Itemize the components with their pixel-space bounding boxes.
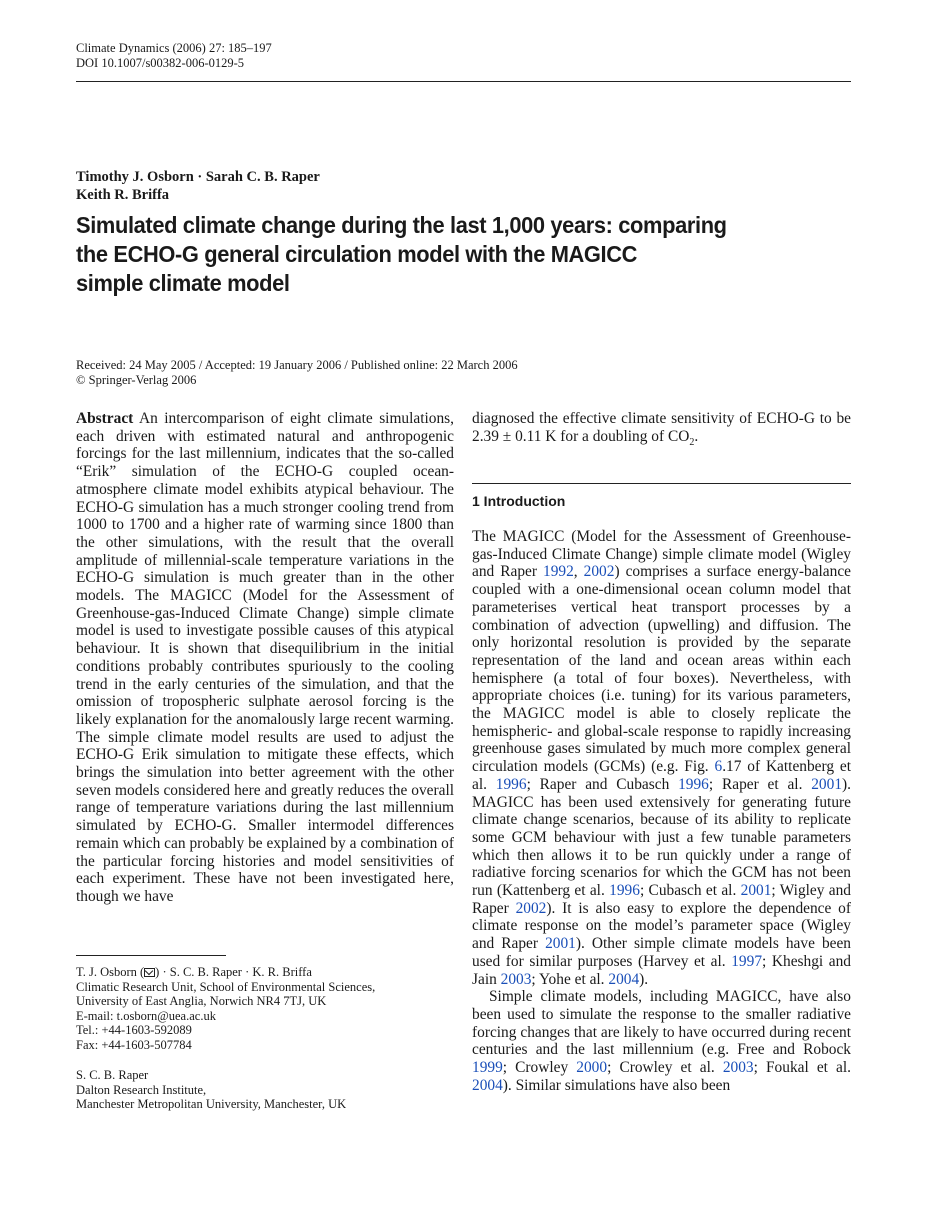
citation-link[interactable]: 1992	[543, 563, 574, 581]
citation-link[interactable]: 1996	[678, 775, 709, 793]
affil-line: Climatic Research Unit, School of Environmental Sciences,	[76, 979, 376, 994]
citation-link[interactable]: 2003	[722, 1059, 754, 1077]
abstract-block	[76, 410, 454, 906]
citation-link[interactable]: 1997	[731, 952, 763, 970]
text-run: ). Similar simulations have also been	[502, 1076, 731, 1094]
citation-link[interactable]: 2002	[583, 563, 615, 581]
abstract-end: .	[694, 427, 699, 445]
text-run: ; Wigley and Raper	[472, 882, 852, 917]
doi: DOI 10.1007/s00382-006-0129-5	[76, 56, 245, 70]
intro-paragraph-2	[472, 988, 851, 1094]
citation-link[interactable]: 1999	[472, 1059, 503, 1077]
abstract-continuation	[472, 410, 851, 451]
text-run: ). It is also easy to explore the dependence of climate response on the model’s parameter space (Wigley and Raper	[472, 899, 851, 953]
article-title	[76, 211, 783, 298]
authors-line-2: Keith R. Briffa	[76, 187, 170, 203]
text-run: ; Yohe et al.	[531, 970, 609, 988]
title-line-3: simple climate model	[76, 270, 290, 296]
copyright-line: © Springer-Verlag 2006	[76, 373, 197, 387]
abstract-continuation-text: diagnosed the effective climate sensitivity of ECHO-G to be 2.39 ± 0.11 K for a doubling of CO	[472, 410, 851, 445]
author-affiliation	[76, 965, 375, 1053]
email-line[interactable]: E-mail: t.osborn@uea.ac.uk	[76, 1008, 216, 1023]
title-line-1: Simulated climate change during the last 1,000 years: comparing	[76, 212, 727, 238]
text-run: ).	[639, 970, 649, 988]
text-run: ; Raper and Cubasch	[526, 775, 679, 793]
text-run: ; Crowley	[502, 1059, 577, 1077]
affil-line: S. C. B. Raper	[76, 1068, 149, 1082]
abstract-heading: Abstract	[76, 410, 134, 427]
fax-line: Fax: +44-1603-507784	[76, 1037, 192, 1052]
affil-line: Dalton Research Institute,	[76, 1082, 207, 1097]
text-run: ; Raper et al.	[708, 775, 812, 793]
affil-line: University of East Anglia, Norwich NR4 7TJ, UK	[76, 994, 327, 1009]
text-run: The MAGICC (Model for the Assessment of Greenhouse-gas-Induced Climate Change) simple climate model (Wigley and Raper	[472, 528, 851, 581]
citation-link[interactable]: 1996	[609, 882, 640, 900]
footnote-rule	[76, 955, 226, 956]
citation-link[interactable]: 2003	[500, 970, 532, 988]
authors-line-1: Timothy J. Osborn · Sarah C. B. Raper	[76, 169, 320, 185]
figure-link[interactable]: 6	[714, 758, 723, 776]
citation-link[interactable]: 2001	[545, 935, 576, 953]
text-run: ) comprises a surface energy-balance coupled with a one-dimensional ocean column model that parameterises vertical heat transport processes by a combination of advection (upwelling) and diffusion. The only horizontal resolution is provided by the separate representation of the land and ocean areas within each hemisphere (a total of four boxes). Nevertheless, with appropriate choices (i.e. tuning) for its various parameters, the MAGICC model is able to closely replicate the hemispheric- and global-scale response to rapidly increasing greenhouse gases simulated by much more complex general circulation models (GCMs) (e.g. Fig.	[472, 563, 851, 776]
corresponding-authors-line	[76, 965, 375, 980]
citation-link[interactable]: 2004	[472, 1076, 503, 1094]
citation-link[interactable]: 2000	[576, 1059, 608, 1077]
text-run: ; Crowley et al.	[607, 1059, 723, 1077]
text-run: ,	[573, 563, 584, 581]
text-run: ). MAGICC has been used extensively for generating future climate change scenarios, because of its ability to replicate some GCM behaviour with just a few tunable parameters which then allows it to be run quickly under a range of radiative forcing scenarios for which the GCM has not been run (Kattenberg et al.	[472, 775, 851, 900]
dates-line: Received: 24 May 2005 / Accepted: 19 January 2006 / Published online: 22 March 2006	[76, 358, 518, 372]
text-run: Simple climate models, including MAGICC, have also been used to simulate the response to the smaller radiative forcing changes that are likely to have occurred during recent centuries and the last millennium (e.g. Free and Robock	[472, 988, 851, 1059]
text-run: T. J. Osborn (	[76, 965, 145, 979]
abstract-text: An intercomparison of eight climate simulations, each driven with estimated natural and anthropogenic forcings for the last millennium, indicates that the so-called “Erik” simulation of the ECHO-G coupled ocean-atmosphere climate model exhibits atypical behaviour. The ECHO-G simulation has a much stronger cooling trend from 1000 to 1700 and a higher rate of warming since 1800 than the other simulations, with the result that the overall amplitude of millennial-scale temperature variations in the ECHO-G simulation is much greater than in the other models. The MAGICC (Model for the Assessment of Greenhouse-gas-Induced Climate Change) simple climate model is used to investigate possible causes of this atypical behaviour. It is shown that disequilibrium in the initial conditions probably contributes spuriously to the cooling trend in the early centuries of the simulation, and that the omission of tropospheric sulphate aerosol forcing is the likely explanation for the anomalously large recent warming. The simple climate model results are used to adjust the ECHO-G Erik simulation to mitigate these effects, which brings the simulation into better agreement with the other seven models considered here and greatly reduces the overall range of temperature variations during the last millennium simulated by ECHO-G. Smaller intermodel differences remain which can probably be explained by a combination of the particular forcing histories and model sensitivities of each experiment. These have not been investigated here, though we have	[76, 410, 455, 905]
section-heading: 1 Introduction	[472, 493, 566, 509]
citation-link[interactable]: 2001	[740, 882, 772, 900]
publication-dates	[76, 358, 518, 388]
affil-line: Manchester Metropolitan University, Manchester, UK	[76, 1097, 347, 1112]
section-rule	[472, 483, 851, 484]
second-affiliation	[76, 1068, 346, 1112]
citation-link[interactable]: 2004	[608, 970, 640, 988]
text-run: .17 of Kattenberg et al.	[472, 758, 851, 793]
envelope-icon[interactable]	[144, 968, 155, 977]
citation-link[interactable]: 2002	[515, 899, 547, 917]
author-list	[76, 168, 320, 204]
journal-header	[76, 41, 272, 71]
text-run: ; Foukal et al.	[753, 1059, 852, 1077]
citation-link[interactable]: 2001	[811, 775, 843, 793]
header-rule	[76, 81, 851, 82]
title-line-2: the ECHO-G general circulation model with the MAGICC	[76, 241, 638, 267]
tel-line: Tel.: +44-1603-592089	[76, 1023, 192, 1038]
text-run: ) · S. C. B. Raper · K. R. Briffa	[155, 965, 312, 979]
text-run: ; Kheshgi and Jain	[472, 952, 851, 988]
text-run: ). Other simple climate models have been used for similar purposes (Harvey et al.	[472, 935, 852, 970]
citation-link[interactable]: 1996	[495, 775, 527, 793]
subscript: 2	[689, 436, 695, 448]
text-run: ; Cubasch et al.	[639, 882, 741, 900]
intro-paragraph-1	[472, 528, 851, 988]
journal-citation: Climate Dynamics (2006) 27: 185–197	[76, 41, 272, 55]
introduction-body	[472, 528, 851, 1095]
